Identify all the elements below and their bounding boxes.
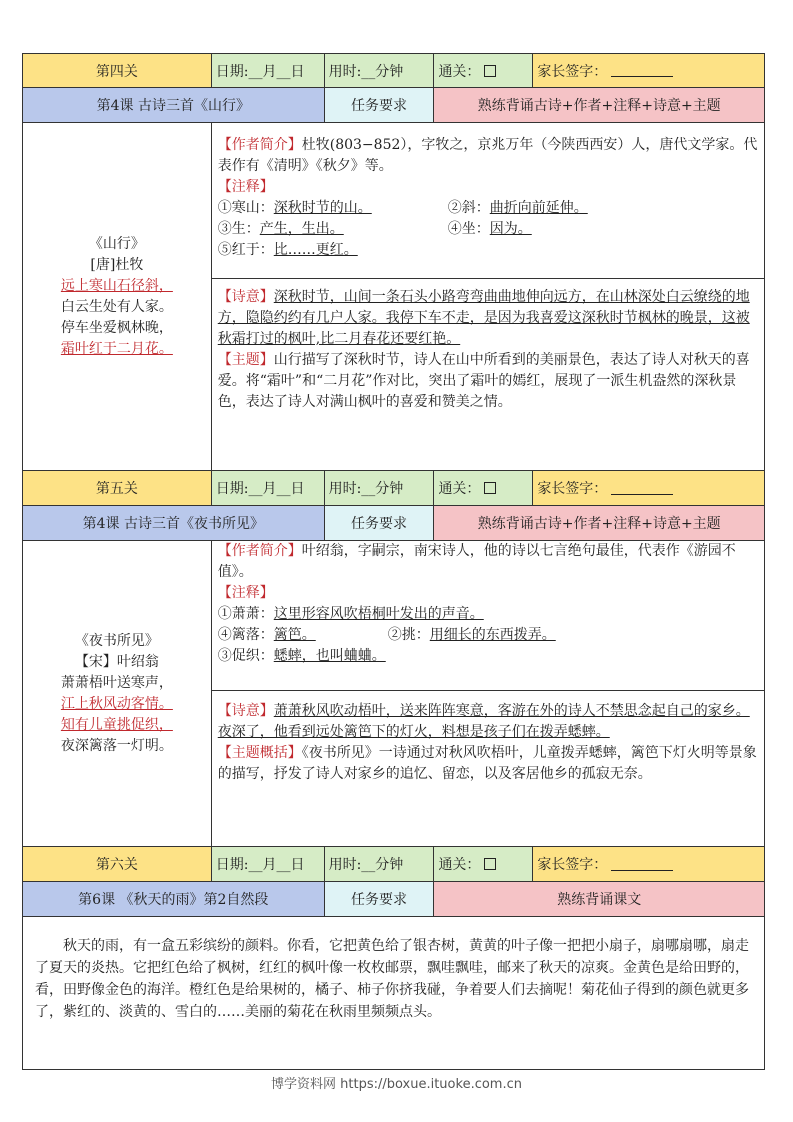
note-key: ②斜： (447, 200, 490, 216)
content-row (22, 123, 765, 471)
level-title: 第六关 (23, 847, 212, 882)
note-value: 因为。 (489, 221, 532, 237)
signature-line[interactable] (611, 858, 673, 871)
poem-theme (218, 350, 758, 413)
level-title: 第五关 (23, 471, 212, 506)
sign-label: 家长签字： (537, 481, 608, 497)
meaning-label: 【诗意】 (217, 703, 274, 719)
note (218, 219, 448, 240)
note-value: 产生，生出。 (259, 221, 344, 237)
note-value: 比……更红。 (273, 242, 358, 258)
task-requirement: 熟练背诵古诗+作者+注释+诗意+主题 (434, 506, 765, 541)
note (218, 604, 484, 625)
note-row (218, 198, 758, 219)
level-title: 第四关 (23, 53, 212, 88)
note-row (218, 646, 758, 667)
meaning-label: 【诗意】 (217, 289, 274, 305)
note-key: ④坐： (447, 221, 490, 237)
task-requirement: 熟练背诵古诗+作者+注释+诗意+主题 (434, 88, 765, 123)
date-field[interactable]: 日期:__月__日 (212, 847, 325, 882)
note-value: 蟋蟀，也叫蛐蛐。 (273, 648, 386, 664)
notes-label: 【注释】 (217, 179, 274, 195)
note-key: ②挑： (387, 627, 430, 643)
poem-details (212, 541, 765, 847)
author-notes-box (212, 541, 765, 691)
author-notes-box (212, 123, 765, 279)
level-header-row (22, 847, 765, 882)
notes-label: 【注释】 (217, 585, 274, 601)
pass-label: 通关： (438, 857, 481, 873)
signature-line[interactable] (611, 482, 673, 495)
theme-label: 【主题概括】 (217, 745, 302, 761)
lesson-title: 第6课 《秋天的雨》第2自然段 (23, 882, 325, 917)
task-label: 任务要求 (325, 88, 435, 123)
note-row (218, 240, 758, 261)
lesson-row (22, 506, 765, 541)
poem-line: 知有儿童挑促织， (60, 716, 173, 733)
poem-line: 江上秋风动客情。 (60, 695, 173, 712)
date-field[interactable]: 日期:__月__日 (212, 53, 325, 88)
note-row (218, 219, 758, 240)
pass-field (434, 847, 533, 882)
poem-theme (218, 743, 758, 785)
meaning-theme-box (212, 691, 765, 847)
poem-author: 【宋】叶绍翁 (74, 653, 159, 670)
note (388, 625, 556, 646)
pass-label: 通关： (438, 481, 481, 497)
note-value: 篱笆。 (273, 627, 316, 643)
pass-checkbox[interactable] (484, 65, 496, 77)
note-value: 用细长的东西拨弄。 (429, 627, 556, 643)
note-value: 这里形容风吹梧桐叶发出的声音。 (273, 606, 484, 622)
content-row (22, 541, 765, 847)
note-value: 曲折向前延伸。 (489, 200, 588, 216)
poem-text (23, 541, 212, 847)
sign-label: 家长签字： (537, 857, 608, 873)
author-intro-label: 【作者简介】 (217, 137, 302, 153)
note (218, 198, 448, 219)
meaning-text: 萧萧秋风吹动梧叶，送来阵阵寒意，客游在外的诗人不禁思念起自己的家乡。夜深了，他看到远处篱笆下的灯火，料想是孩子们在拨弄蟋蟀。 (217, 703, 750, 740)
author-intro (218, 135, 758, 177)
note-value: 深秋时节的山。 (273, 200, 372, 216)
note-row (218, 604, 758, 625)
meaning-text: 深秋时节，山间一条石头小路弯弯曲曲地伸向远方，在山林深处白云缭绕的地方，隐隐约约有几户人家。我停下车不走，是因为我喜爱这深秋时节枫林的晚景，这被秋霜打过的枫叶,比二月春花还要红艳。 (217, 289, 750, 347)
level-header-row (22, 53, 765, 88)
sign-label: 家长签字： (537, 63, 608, 80)
pass-field (434, 53, 533, 88)
task-label: 任务要求 (325, 506, 435, 541)
poem-line: 停车坐爱枫林晚， (60, 319, 173, 336)
note (218, 240, 358, 261)
poem-title: 《山行》 (88, 235, 145, 252)
parent-sign-field (533, 53, 765, 88)
recitation-passage: 秋天的雨，有一盒五彩缤纷的颜料。你看，它把黄色给了银杏树，黄黄的叶子像一把把小扇子，扇哪扇哪，扇走了夏天的炎热。它把红色给了枫树，红红的枫叶像一枚枚邮票，飘哇飘哇，邮来了秋天的凉爽。金黄色是给田野的，看，田野像金色的海洋。橙红色是给果树的，橘子、柿子你挤我碰，争着要人们去摘呢！菊花仙子得到的颜色就更多了，紫红的、淡黄的、雪白的……美丽的菊花在秋雨里频频点头。 (22, 917, 765, 1070)
parent-sign-field (533, 847, 765, 882)
time-field[interactable]: 用时:__分钟 (325, 471, 435, 506)
theme-text: 山行描写了深秋时节，诗人在山中所看到的美丽景色，表达了诗人对秋天的喜爱。将“霜叶”和“二月花”作对比，突出了霜叶的嫣红，展现了一派生机盎然的深秋景色，表达了诗人对满山枫叶的喜爱和赞美之情。 (217, 352, 750, 410)
author-intro-text: 杜牧(803−852），字牧之，京兆万年（今陕西西安）人，唐代文学家。代表作有《清明》《秋夕》等。 (217, 137, 758, 174)
author-intro-label: 【作者简介】 (217, 543, 302, 559)
note (448, 198, 588, 219)
date-field[interactable]: 日期:__月__日 (212, 471, 325, 506)
note-key: ③生： (217, 221, 260, 237)
poem-line: 夜深篱落一灯明。 (60, 737, 173, 754)
note-key: ①寒山： (217, 200, 274, 216)
parent-sign-field (533, 471, 765, 506)
author-intro-text: 叶绍翁，字嗣宗，南宋诗人，他的诗以七言绝句最佳，代表作《游园不值》。 (217, 543, 736, 580)
poem-details (212, 123, 765, 471)
pass-checkbox[interactable] (484, 858, 496, 870)
meaning-theme-box (212, 279, 765, 471)
theme-text: 《夜书所见》一诗通过对秋风吹梧叶，儿童拨弄蟋蟀，篱笆下灯火明等景象的描写，抒发了诗人对家乡的追忆、留恋，以及客居他乡的孤寂无奈。 (217, 745, 757, 782)
signature-line[interactable] (611, 64, 673, 77)
lesson-row (22, 882, 765, 917)
author-intro (218, 541, 758, 583)
poem-text (23, 123, 212, 471)
poem-title: 《夜书所见》 (74, 632, 159, 649)
theme-label: 【主题】 (217, 352, 274, 368)
pass-checkbox[interactable] (484, 482, 496, 494)
time-field[interactable]: 用时:__分钟 (325, 53, 435, 88)
pass-label: 通关： (438, 63, 481, 80)
poem-line: 霜叶红于二月花。 (60, 340, 173, 357)
note-row (218, 625, 758, 646)
poem-meaning (218, 287, 758, 350)
worksheet (22, 53, 765, 1070)
poem-line: 白云生处有人家。 (60, 298, 173, 315)
lesson-title: 第4课 古诗三首《夜书所见》 (23, 506, 325, 541)
task-label: 任务要求 (325, 882, 435, 917)
lesson-title: 第4课 古诗三首《山行》 (23, 88, 325, 123)
note (218, 646, 386, 667)
poem-meaning (218, 701, 758, 743)
note (448, 219, 532, 240)
lesson-row (22, 88, 765, 123)
level-header-row (22, 471, 765, 506)
note-key: ④篱落： (217, 627, 274, 643)
time-field[interactable]: 用时:__分钟 (325, 847, 435, 882)
note-key: ⑤红于： (217, 242, 274, 258)
task-requirement: 熟练背诵课文 (434, 882, 765, 917)
note (218, 625, 388, 646)
pass-field (434, 471, 533, 506)
poem-line: 远上寒山石径斜， (60, 277, 173, 294)
note-key: ③促织： (217, 648, 274, 664)
note-key: ①萧萧： (217, 606, 274, 622)
poem-author: [唐]杜牧 (90, 256, 144, 273)
poem-line: 萧萧梧叶送寒声， (60, 674, 173, 691)
footer-watermark: 博学资料网 https://boxue.ituoke.com.cn (271, 1077, 522, 1092)
